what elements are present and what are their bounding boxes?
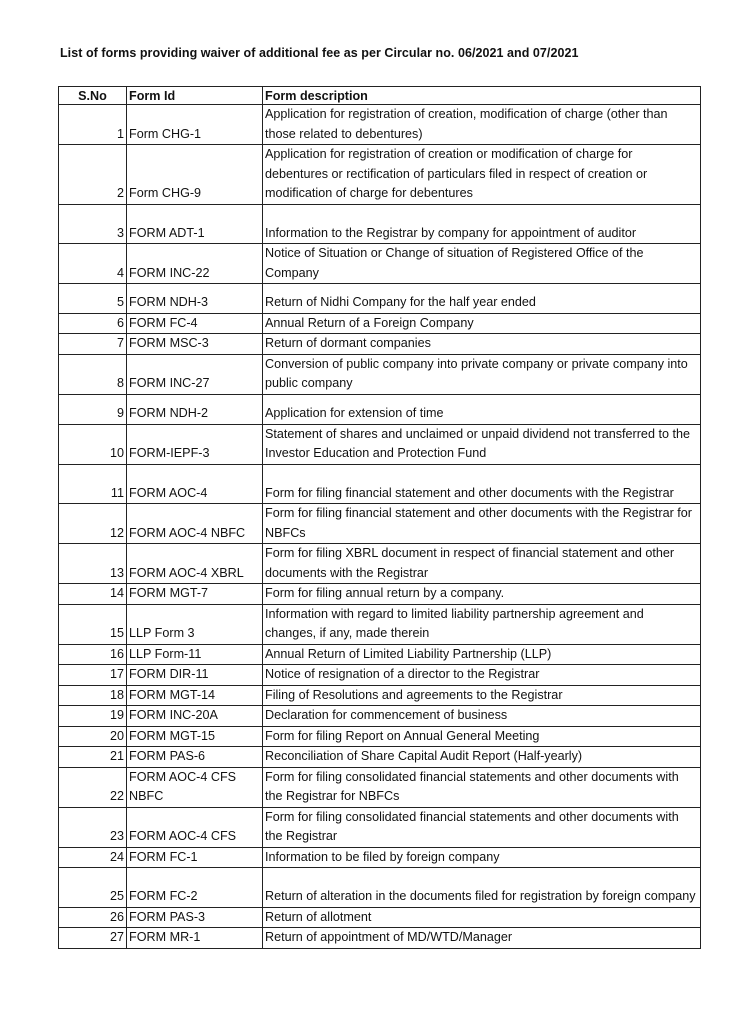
row-sno: 6: [59, 313, 127, 334]
row-sno: 13: [59, 544, 127, 584]
table-row: [59, 334, 701, 355]
table-row: [59, 807, 701, 847]
row-form-description: Form for filing Report on Annual General Meeting: [263, 726, 701, 747]
table-row: [59, 204, 701, 244]
row-form-id: FORM FC-1: [127, 847, 263, 868]
row-form-description: Return of dormant companies: [263, 334, 701, 355]
row-form-description: Notice of resignation of a director to the Registrar: [263, 665, 701, 686]
row-form-id: LLP Form 3: [127, 604, 263, 644]
row-form-id: FORM NDH-2: [127, 394, 263, 424]
table-row: [59, 685, 701, 706]
table-row: [59, 244, 701, 284]
row-form-id: FORM NDH-3: [127, 284, 263, 314]
row-form-description: Form for filing annual return by a company.: [263, 584, 701, 605]
header-sno: S.No: [59, 87, 127, 105]
row-form-id: FORM ADT-1: [127, 204, 263, 244]
row-sno: 9: [59, 394, 127, 424]
row-form-description: Form for filing consolidated financial statements and other documents with the Registrar for NBFCs: [263, 767, 701, 807]
table-row: [59, 105, 701, 145]
table-row: [59, 145, 701, 205]
row-form-description: Form for filing XBRL document in respect of financial statement and other documents with the Registrar: [263, 544, 701, 584]
row-sno: 11: [59, 464, 127, 504]
row-form-description: Information with regard to limited liability partnership agreement and changes, if any, made therein: [263, 604, 701, 644]
row-sno: 2: [59, 145, 127, 205]
row-sno: 10: [59, 424, 127, 464]
row-form-id: FORM MSC-3: [127, 334, 263, 355]
row-form-id: FORM AOC-4 CFS NBFC: [127, 767, 263, 807]
row-sno: 8: [59, 354, 127, 394]
row-form-description: Application for registration of creation, modification of charge (other than those related to debentures): [263, 105, 701, 145]
row-sno: 21: [59, 747, 127, 768]
row-form-id: FORM FC-4: [127, 313, 263, 334]
table-row: [59, 726, 701, 747]
row-form-description: Filing of Resolutions and agreements to the Registrar: [263, 685, 701, 706]
row-form-id: FORM AOC-4 NBFC: [127, 504, 263, 544]
table-row: [59, 284, 701, 314]
row-sno: 27: [59, 928, 127, 949]
table-row: [59, 644, 701, 665]
row-sno: 22: [59, 767, 127, 807]
row-form-description: Statement of shares and unclaimed or unpaid dividend not transferred to the Investor Education and Protection Fund: [263, 424, 701, 464]
table-row: [59, 584, 701, 605]
table-header-row: [59, 87, 701, 105]
row-sno: 26: [59, 907, 127, 928]
row-form-description: Information to the Registrar by company for appointment of auditor: [263, 204, 701, 244]
table-row: [59, 747, 701, 768]
row-form-description: Application for registration of creation or modification of charge for debentures or rectification of particulars filed in respect of creation or modification of charge for debentures: [263, 145, 701, 205]
row-form-id: FORM MR-1: [127, 928, 263, 949]
row-sno: 14: [59, 584, 127, 605]
row-sno: 16: [59, 644, 127, 665]
row-form-id: FORM PAS-3: [127, 907, 263, 928]
row-form-description: Information to be filed by foreign company: [263, 847, 701, 868]
row-sno: 19: [59, 706, 127, 727]
row-form-description: Form for filing financial statement and other documents with the Registrar: [263, 464, 701, 504]
row-form-id: FORM INC-20A: [127, 706, 263, 727]
table-row: [59, 464, 701, 504]
row-form-description: Conversion of public company into private company or private company into public company: [263, 354, 701, 394]
row-sno: 7: [59, 334, 127, 355]
row-form-description: Notice of Situation or Change of situation of Registered Office of the Company: [263, 244, 701, 284]
row-sno: 5: [59, 284, 127, 314]
table-row: [59, 544, 701, 584]
row-form-description: Annual Return of Limited Liability Partnership (LLP): [263, 644, 701, 665]
row-form-id: FORM-IEPF-3: [127, 424, 263, 464]
row-form-description: Application for extension of time: [263, 394, 701, 424]
row-form-id: FORM MGT-14: [127, 685, 263, 706]
row-sno: 18: [59, 685, 127, 706]
row-sno: 24: [59, 847, 127, 868]
table-row: [59, 928, 701, 949]
row-form-id: FORM FC-2: [127, 868, 263, 908]
row-form-description: Return of Nidhi Company for the half year ended: [263, 284, 701, 314]
table-row: [59, 424, 701, 464]
row-form-description: Form for filing consolidated financial statements and other documents with the Registrar: [263, 807, 701, 847]
row-form-id: FORM PAS-6: [127, 747, 263, 768]
table-row: [59, 354, 701, 394]
row-form-description: Annual Return of a Foreign Company: [263, 313, 701, 334]
row-form-id: FORM MGT-15: [127, 726, 263, 747]
table-row: [59, 847, 701, 868]
table-row: [59, 706, 701, 727]
row-sno: 25: [59, 868, 127, 908]
row-form-id: FORM DIR-11: [127, 665, 263, 686]
table-row: [59, 665, 701, 686]
row-form-id: LLP Form-11: [127, 644, 263, 665]
table-row: [59, 394, 701, 424]
row-form-id: FORM AOC-4 XBRL: [127, 544, 263, 584]
row-form-id: FORM INC-22: [127, 244, 263, 284]
header-form-description: Form description: [263, 87, 701, 105]
row-sno: 4: [59, 244, 127, 284]
document-title: List of forms providing waiver of additional fee as per Circular no. 06/2021 and 07/2021: [60, 46, 579, 60]
row-sno: 3: [59, 204, 127, 244]
row-form-description: Return of alteration in the documents filed for registration by foreign company: [263, 868, 701, 908]
table-row: [59, 504, 701, 544]
table-row: [59, 767, 701, 807]
table-row: [59, 907, 701, 928]
row-form-id: FORM INC-27: [127, 354, 263, 394]
row-form-description: Return of appointment of MD/WTD/Manager: [263, 928, 701, 949]
row-form-id: FORM AOC-4: [127, 464, 263, 504]
row-sno: 17: [59, 665, 127, 686]
row-sno: 23: [59, 807, 127, 847]
row-form-id: Form CHG-9: [127, 145, 263, 205]
row-sno: 12: [59, 504, 127, 544]
table-row: [59, 604, 701, 644]
row-sno: 1: [59, 105, 127, 145]
row-form-description: Return of allotment: [263, 907, 701, 928]
table-row: [59, 868, 701, 908]
header-form-id: Form Id: [127, 87, 263, 105]
row-form-description: Declaration for commencement of business: [263, 706, 701, 727]
row-form-id: FORM AOC-4 CFS: [127, 807, 263, 847]
row-form-description: Form for filing financial statement and other documents with the Registrar for NBFCs: [263, 504, 701, 544]
row-form-id: Form CHG-1: [127, 105, 263, 145]
row-sno: 15: [59, 604, 127, 644]
row-sno: 20: [59, 726, 127, 747]
row-form-description: Reconciliation of Share Capital Audit Report (Half-yearly): [263, 747, 701, 768]
forms-table: [58, 86, 701, 949]
row-form-id: FORM MGT-7: [127, 584, 263, 605]
table-row: [59, 313, 701, 334]
